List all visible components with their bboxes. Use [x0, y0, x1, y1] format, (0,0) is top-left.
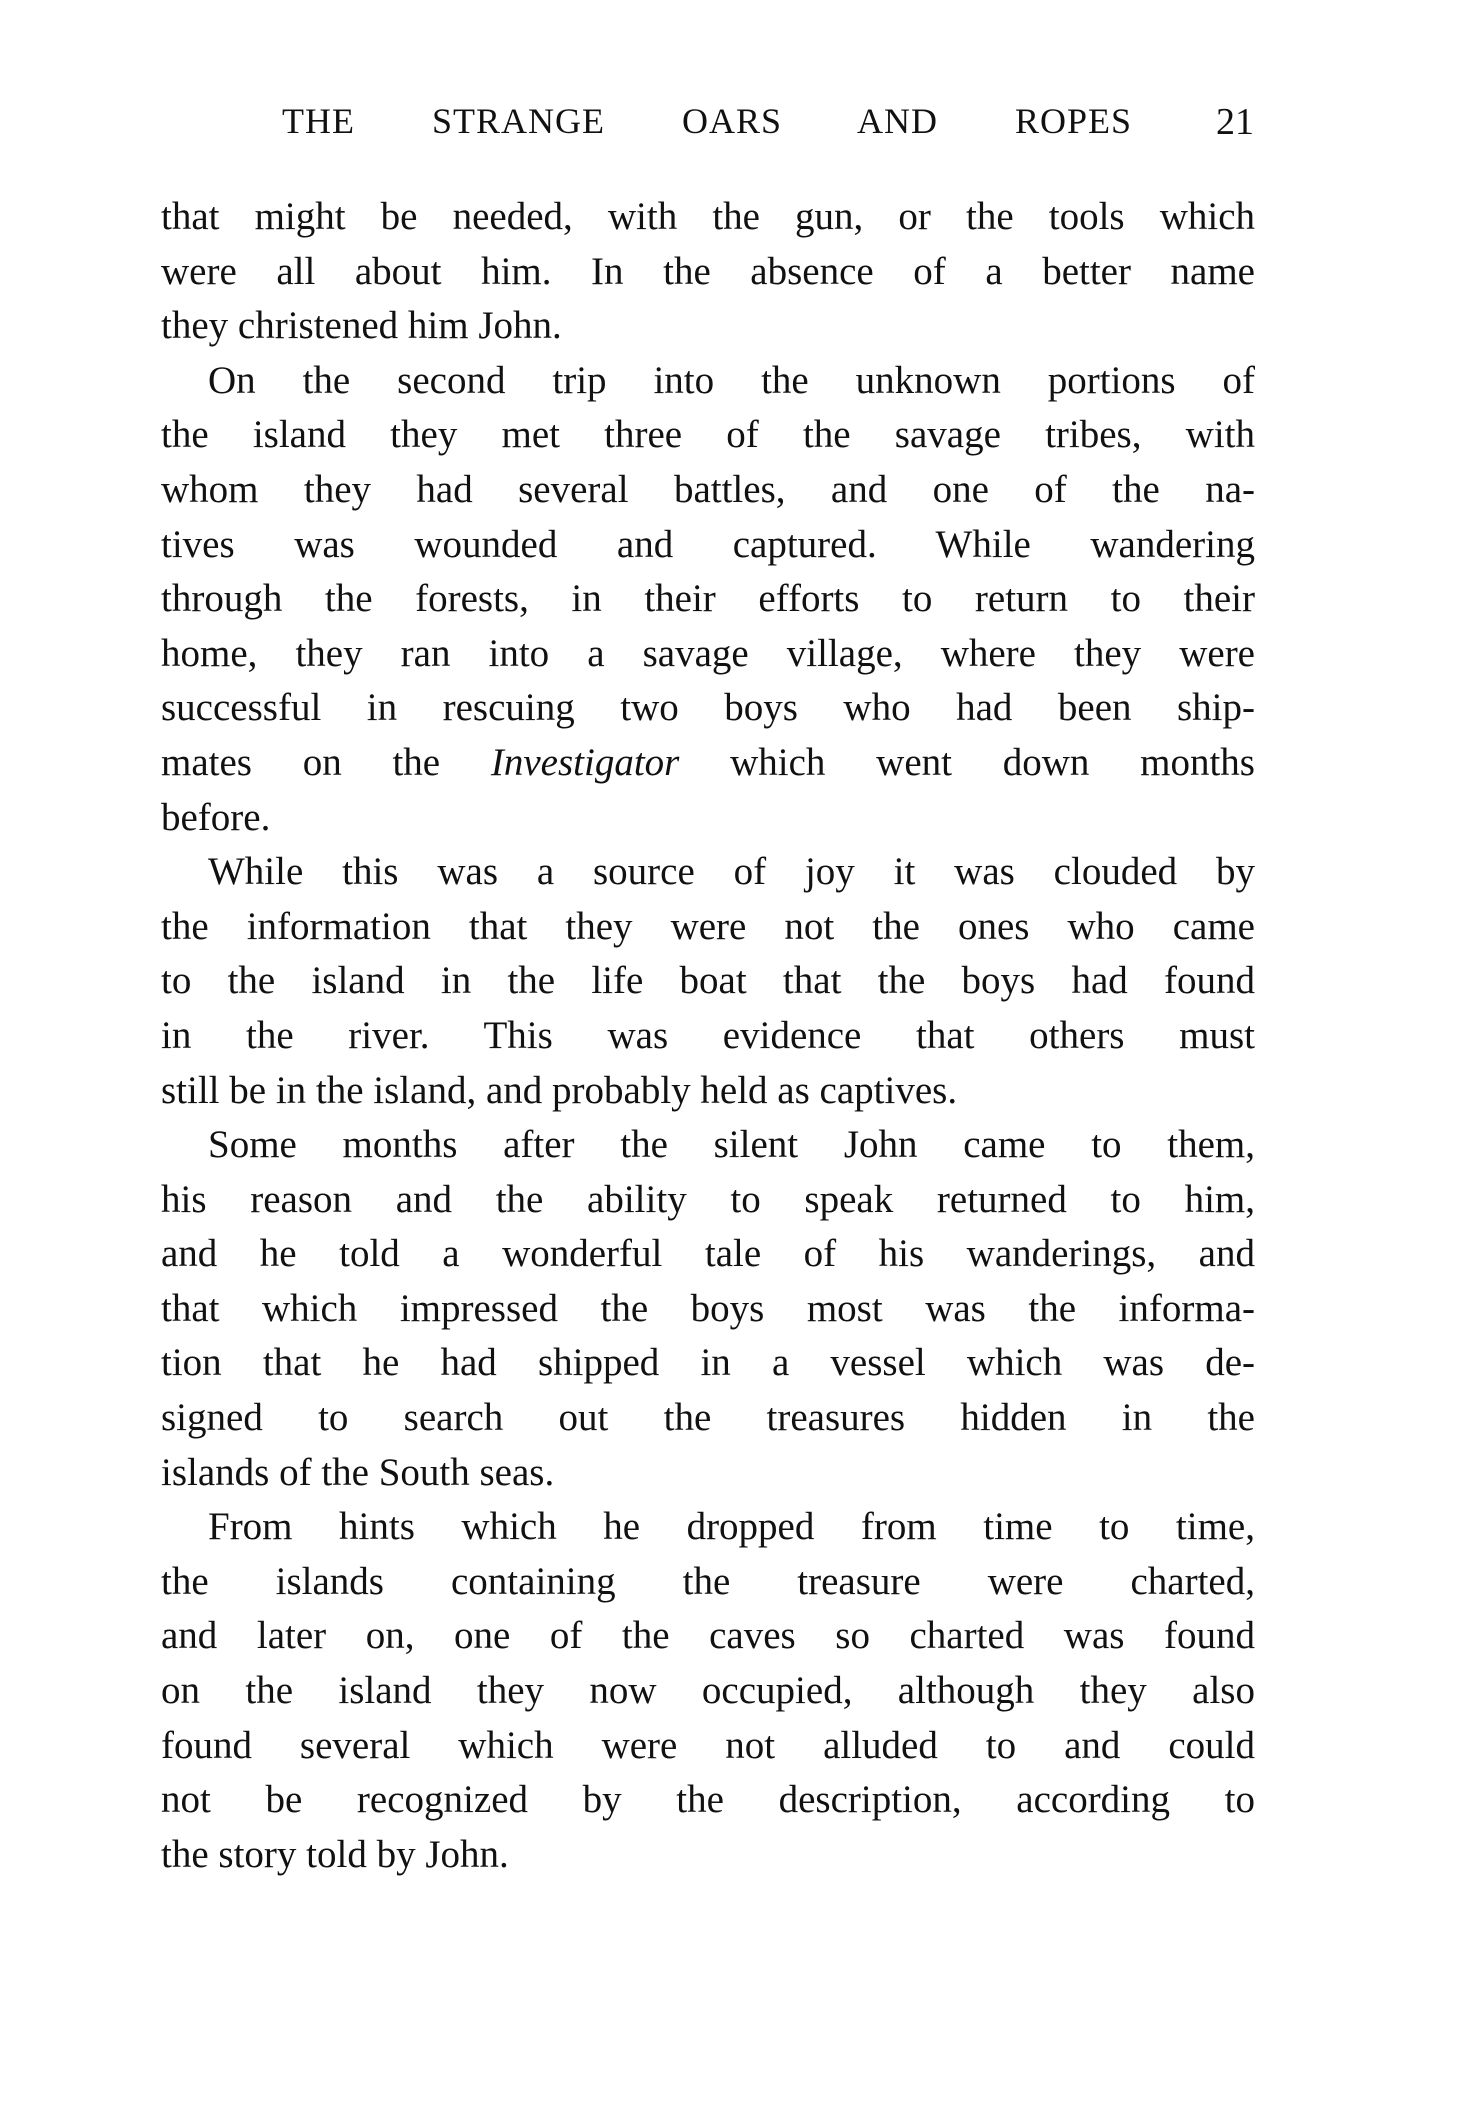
text-line: that which impressed the boys most was the informa- [161, 1286, 1255, 1330]
text-line: tives was wounded and captured. While wandering [161, 522, 1255, 566]
text-line: tion that he had shipped in a vessel which was de- [161, 1341, 1255, 1385]
running-title: THE STRANGE OARS AND ROPES [282, 101, 1132, 141]
text-line: whom they had several battles, and one of the na- [161, 467, 1255, 511]
text-line: and he told a wonderful tale of his wanderings, and [161, 1232, 1255, 1276]
paragraph [161, 1118, 1255, 1500]
text-line: the island they met three of the savage tribes, with [161, 413, 1255, 457]
text-line: not be recognized by the description, according to [161, 1778, 1255, 1822]
text-line: While this was a source of joy it was clouded by [208, 850, 1255, 894]
text-segment: mates on the [161, 740, 491, 784]
text-line: in the river. This was evidence that others must [161, 1013, 1255, 1057]
text-line: through the forests, in their efforts to return to their [161, 577, 1255, 621]
text-line [161, 736, 1255, 791]
text-line: home, they ran into a savage village, where they were [161, 631, 1255, 675]
page-number: 21 [1216, 101, 1254, 143]
text-segment: which went down months [679, 740, 1255, 784]
text-line: signed to search out the treasures hidden in the [161, 1396, 1255, 1440]
text-line: and later on, one of the caves so charted was found [161, 1614, 1255, 1658]
text-line: to the island in the life boat that the boys had found [161, 959, 1255, 1003]
paragraph [161, 845, 1255, 1118]
text-line: the story told by John. [161, 1832, 509, 1876]
text-line: On the second trip into the unknown portions of [208, 358, 1255, 402]
text-line: Some months after the silent John came to them, [208, 1123, 1255, 1167]
text-line: his reason and the ability to speak returned to him, [161, 1177, 1255, 1221]
text-line: before. [161, 795, 271, 839]
text-line: found several which were not alluded to and could [161, 1723, 1255, 1767]
body-text [161, 190, 1255, 1882]
text-line: From hints which he dropped from time to time, [208, 1505, 1255, 1549]
paragraph [161, 190, 1255, 354]
paragraph [161, 1500, 1255, 1882]
text-line: that might be needed, with the gun, or the tools which [161, 195, 1255, 238]
paragraph [161, 354, 1255, 845]
text-line: the islands containing the treasure were charted, [161, 1559, 1255, 1603]
ship-name-italic: Investigator [490, 740, 680, 784]
text-line: were all about him. In the absence of a better name [161, 249, 1255, 293]
text-line: on the island they now occupied, although they also [161, 1669, 1255, 1713]
text-line: the information that they were not the ones who came [161, 904, 1255, 948]
text-line: still be in the island, and probably held as captives. [161, 1068, 958, 1112]
text-line: they christened him John. [161, 304, 562, 348]
text-line: islands of the South seas. [161, 1450, 555, 1494]
text-line: successful in rescuing two boys who had been ship- [161, 686, 1255, 730]
